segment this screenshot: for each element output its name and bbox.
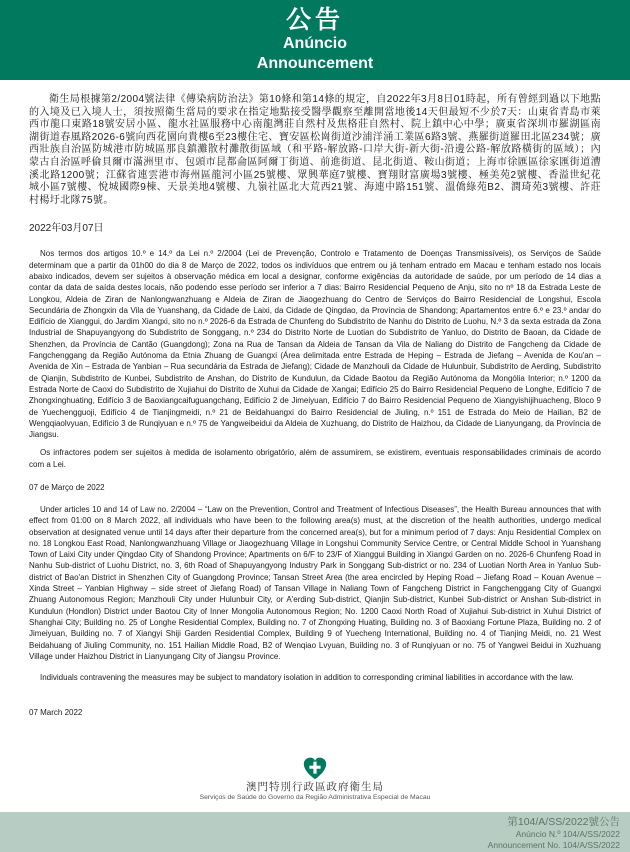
header-banner bbox=[0, 0, 630, 80]
english-paragraph-1: Under articles 10 and 14 of Law no. 2/2004 – “Law on the Prevention, Control and Treatment of Infectious Diseases”, the Health Bureau announces that with effect from 01:00 on 8 March 2022, all individuals who have been to the following area(s) must, at the discretion of the health authorities, undergo medical observation at designated venue until 14 days after their departure from the concerned area(s), but for a minimum period of 7 days: Anju Residential Complex on no. 18 Longkou East Road, Nanlongwanzhuang Village or Jiaogezhuang Village in Longshui Community Service Centre, or Central Middle School in Yuanshang Town of Laixi City under Qingdao City of Shandong Province; Apartments on 6/F to 23/F of Xianggui Building in Xiangxi Garden on no. 2026-6 Chunfeng Road in Nanhu Sub-district of Luohu District, no. 3, 6th Road of Shapuyangyong Industry Park in Songgang Sub-district or no. 234 of Luotian North Area in Yanluo Sub-district of Bao'an District in Shenzhen City of Guangdong Province; Tansan Street Area (the area encircled by Heping Road – Jiefang Road – Kouan Avenue – Xinda Street – Yanbian Highway – side street of Jiefang Road) of Tansan Village in Naliang Town of Fangcheng District in Fangchenggang City of Guangxi Zhuang Autonomous Region; Manzhouli City under Hulunbuir City, or A'erding Sub-district, Qianjin Sub-district, Kunbei Sub-district or Anshan Sub-district in Kundulun (Hondlon) District under Baotou City of Inner Mongolia Autonomous Region; No. 1200 Caoxi North Road of Xujiahui Sub-district in Xuhui District of Shanghai City; Building no. 25 of Longhe Residential Complex, Building no. 7 of Zhongxing Huating, Building no. 3 of Baoxiang Fortune Plaza, Building no. 2 of Jimeiyuan, Building no. 7 of Xiangyi Shiji Garden Residential Complex, Building 9 of Yuecheng International, Building no. 4 of Tianjing Meidi, no. 21 West Beidahuang of Jiuling Community, no. 151 Hailian Middle Road, B2 of Wenqiao Lvyuan, Building no. 3 of Runqiyuan or no. 75 of Yangwei Beidui in Xuzhuang Village under Haizhou District in Lianyungang City of Jiangsu Province. bbox=[29, 504, 601, 661]
page-title-zh: 公告 bbox=[285, 6, 344, 34]
organization-name-zh: 澳門特別行政區政府衛生局 bbox=[246, 781, 384, 793]
english-date: 07 March 2022 bbox=[29, 708, 83, 718]
footer-organization bbox=[0, 756, 630, 808]
chinese-paragraph: 衛生局根據第2/2004號法律《傳染病防治法》第10條和第14條的規定，自2022年3月8日01時起，所有曾經到過以下地點的入境及已入境人士，須按照衛生當局的要求在指定地點接受醫學觀察至離開當地後14天但最短不少於7天：山東省青島市萊西市龍口東路18號安居小區、龍水社區服務中心南龍灣莊自然村及焦格莊自然村、院上鎮中心中學；廣東省深圳市羅湖區南湖街道春風路2026-6號向西花園向貴樓6至23樓住宅、寶安區松崗街道沙浦洋涌工業區6路3號、燕羅街道羅田北區234號；廣西壯族自治區防城港市防城區那良鎮灘散村灘散街區域（和平路-解放路-口岸大街-新大街-沿邊公路-解放路橫街的區域）；內蒙古自治區呼倫貝爾市滿洲里市、包頭市昆都侖區阿爾丁街道、前進街道、昆北街道、鞍山街道；上海市徐匯區徐家匯街道漕溪北路1200號；江蘇省連雲港市海州區龍河小區25號樓、眾興華庭7號樓、寶翔財富廣場3號樓、極美苑2號樓、香溢世紀花城小區7號樓、悅城國際9棟、天景美地4號樓、九嶺社區北大荒西21號、海連中路151號、溫僑綠苑B2、潤琦苑3號樓、許莊村楊圩北隊75號。 bbox=[29, 94, 601, 206]
english-paragraph-2: Individuals contravening the measures may be subject to mandatory isolation in addition to corresponding criminal liabilities in accordance with the law. bbox=[40, 673, 574, 683]
page-title-pt: Anúncio bbox=[283, 35, 347, 52]
health-bureau-logo-icon bbox=[302, 756, 328, 780]
reference-number-en: Announcement No. 104/A/SS/2022 bbox=[487, 839, 620, 850]
reference-number-pt: Anúncio N.º 104/A/SS/2022 bbox=[515, 829, 620, 839]
portuguese-date: 07 de Março de 2022 bbox=[29, 482, 105, 492]
portuguese-paragraph-2: Os infractores podem ser sujeitos à medida de isolamento obrigatório, além de assumirem, se existirem, eventuais responsabilidades criminais de acordo com a Lei. bbox=[29, 448, 601, 469]
portuguese-paragraph-1: Nos termos dos artigos 10.º e 14.º da Lei n.º 2/2004 (Lei de Prevenção, Controlo e Tratamento de Doenças Transmissíveis), os Serviços de Saúde determinam que a partir da 01h00 do dia 8 de Março de 2022, todos os indivíduos que entrem ou já tenham entrado em Macau e tenham estado nos locais abaixo indicados, devem ser sujeitos à observação médica em local a designar, conforme exigências da autoridade de saúde, por um período de 14 dias a contar da data de saída destes locais, não podendo esse período ser inferior a 7 dias: Bairro Residencial Pequeno de Anju, sito no nº 18 da Estrada Leste de Longkou, Aldeia de Ziran de Nanlongwanzhuang e Aldeia de Ziran de Jiaogezhuang do Centro de Serviços do Bairro Residencial de Longshui, Escola Secundária de Zhongxin da Vila de Yuanshang, da Cidade de Laixi, da Cidade de Qingdao, da Província de Shandong; Apartamentos entre 6.º e 23.º andar do Edifício de Xianggui, do Jardim Xiangxi, sito no n.º 2026-6 da Estrada de Chunfeng do Subdistrito de Nanhu do Distrito de Luohu, N.º 3 da sexta estrada da Zona Industrial de Shapuyangyong do Subdistrito de Songgang, n.º 234 do Distrito Norte de Luotian do Subdistrito de Yanluo, do Distrito de Baoan, da Cidade de Shenzhen, da Província de Cantão (Guangdong); Zona na Rua de Tansan da Aldeia de Tansan da Vila de Naliang do Distrito de Fangcheng da Cidade de Fangchenggang da Região Autónoma da Etnia Zhuang de Guangxi (Área delimitada entre Estrada de Heping – Estrada de Jiefang – Avenida de Kou'an – Avenida de Xin – Estrada de Yanbian – Rua secundária da Estrada de Jiefang); Cidade de Manzhouli da Cidade de Hulunbuir, Subdistrito de Aerding, Subdistrito de Qianjin, Subdistrito de Kunbei, Subdistrito de Anshan, do Distrito de Kundulun, da Cidade Baotou da Região Autónoma da Mongólia Interior; n.º 1200 da Estrada Norte de Caoxi do Subdistrito de Xujiahui do Distrito de Xuhui da Cidade de Xangai; Edifício 25 do Bairro Residencial Pequeno de Longhe, Edifício 7 de Zhongxinghuating, Edifício 3 de Baoxiangcaifuguangchang, Edifício 2 de Jimeiyuan, Edifício 7 do Bairro Residencial Pequeno de Xiangyishijihuacheng, Bloco 9 de Yuechengguoji, Edifício 4 de Tianjingmeidi, n.º 21 de Beidahuangxi do Bairro Residencial de Jiuling, n.º 151 de Estrada do Meio de Hailian, B2 de Wengqiaolvyuan, Edifício 3 de Runqiyuan e n.º 75 de Yangweibeidui da Aldeia de Xuzhuang, do Distrito de Haizhou, da Cidade de Lianyungang, da Província de Jiangsu. bbox=[29, 249, 601, 440]
chinese-date: 2022年03月07日 bbox=[29, 223, 104, 235]
reference-number-bar bbox=[0, 812, 630, 852]
page-title-en: Announcement bbox=[256, 55, 374, 72]
reference-number-zh: 第104/A/SS/2022號公告 bbox=[507, 816, 620, 828]
organization-name-pt: Serviços de Saúde do Governo da Região Administrativa Especial de Macau bbox=[199, 794, 431, 801]
announcement-body bbox=[29, 80, 601, 752]
